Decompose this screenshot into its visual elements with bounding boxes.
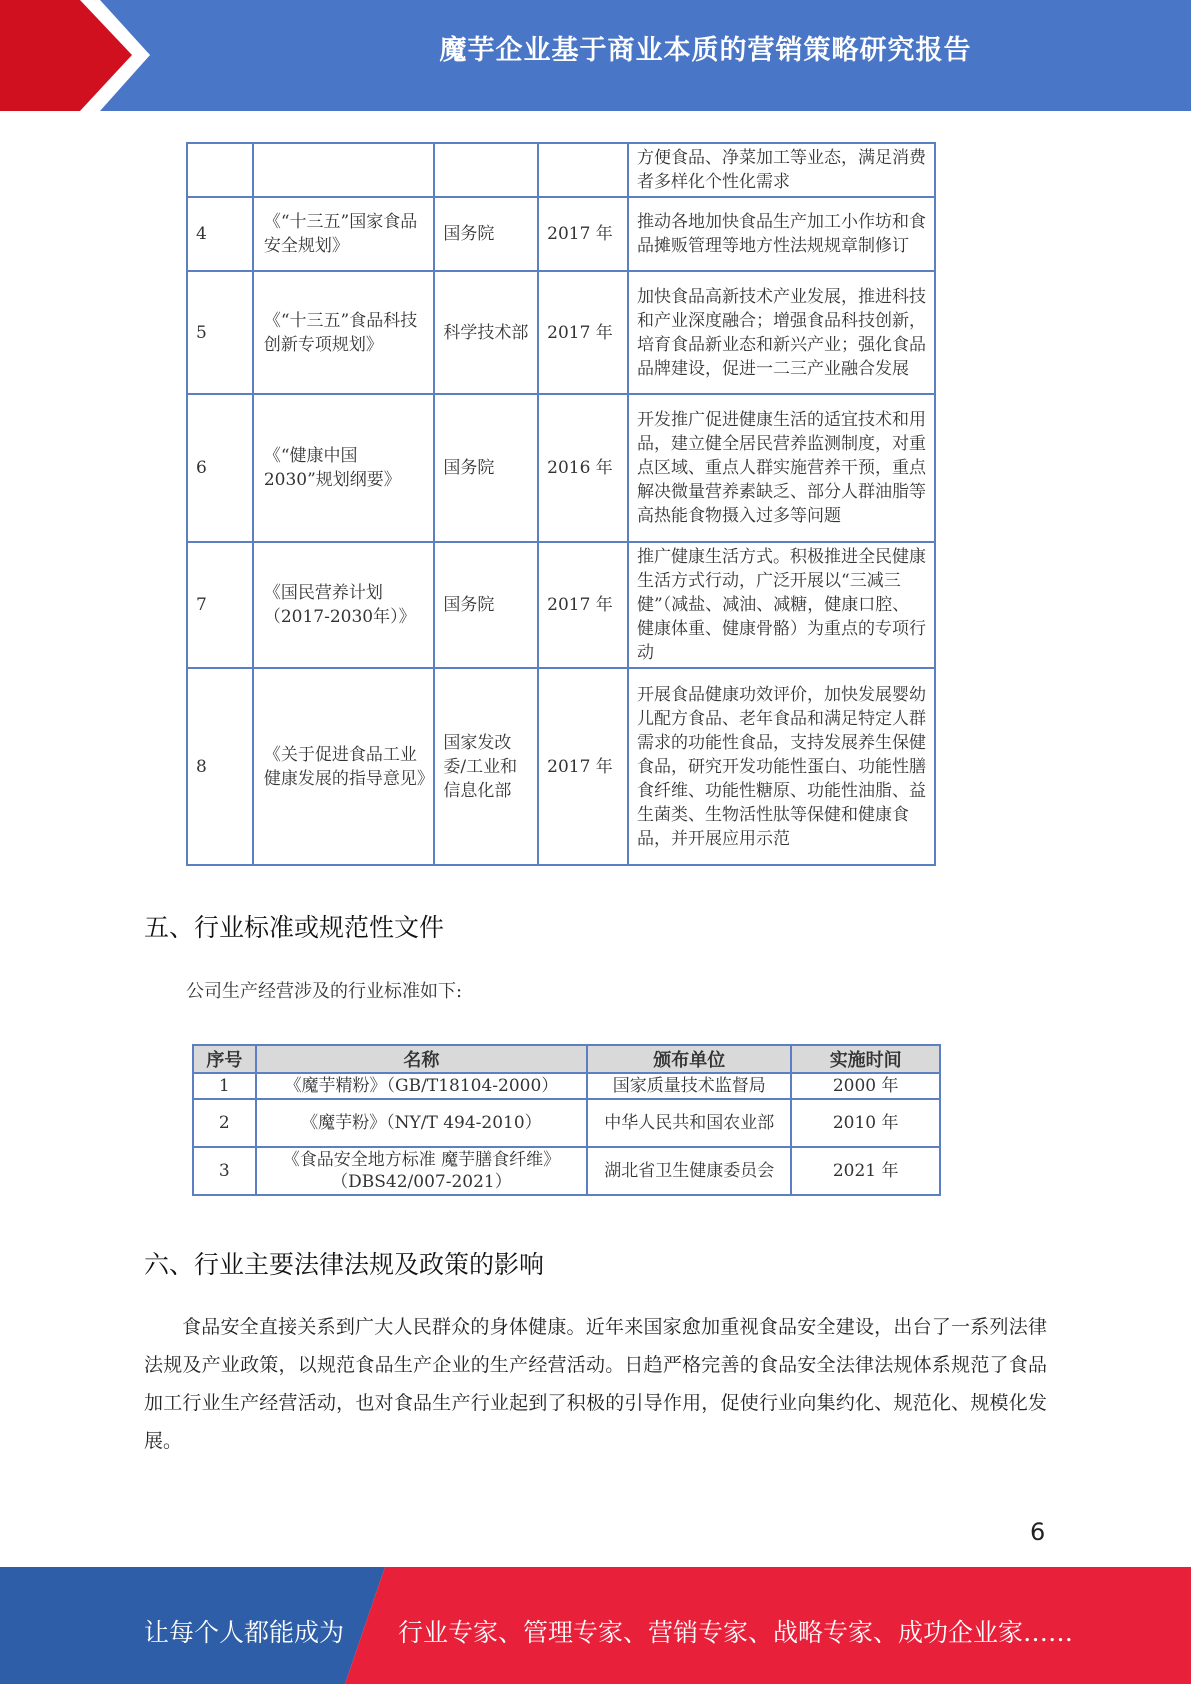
header-no: 序号 <box>193 1045 256 1073</box>
cell-name: 《“健康中国2030”规划纲要》 <box>253 394 435 542</box>
cell-year: 2000 年 <box>791 1073 940 1099</box>
cell-name: 《“十三五”食品科技创新专项规划》 <box>253 271 435 394</box>
cell-year: 2010 年 <box>791 1099 940 1147</box>
policy-table <box>186 142 936 866</box>
cell-name: 《国民营养计划（2017-2030年）》 <box>253 542 435 668</box>
cell-org: 国务院 <box>434 394 538 542</box>
cell-year <box>538 143 628 197</box>
header-year: 实施时间 <box>791 1045 940 1073</box>
cell-desc: 推广健康生活方式。积极推进全民健康生活方式行动，广泛开展以“三减三健”（减盐、减油、减糖，健康口腔、健康体重、健康骨骼）为重点的专项行动 <box>628 542 935 668</box>
cell-desc: 开发推广促进健康生活的适宜技术和用品，建立健全居民营养监测制度，对重点区域、重点人群实施营养干预，重点解决微量营养素缺乏、部分人群油脂等高热能食物摄入过多等问题 <box>628 394 935 542</box>
table-row <box>187 143 935 197</box>
cell-no <box>187 143 253 197</box>
cell-name <box>253 143 435 197</box>
table-header-row <box>193 1045 940 1073</box>
report-title: 魔芋企业基于商业本质的营销策略研究报告 <box>439 35 972 66</box>
cell-no: 8 <box>187 668 253 865</box>
cell-name: 《“十三五”国家食品安全规划》 <box>253 197 435 271</box>
cell-year: 2017 年 <box>538 197 628 271</box>
cell-desc: 开展食品健康功效评价，加快发展婴幼儿配方食品、老年食品和满足特定人群需求的功能性食品，支持发展养生保健食品，研究开发功能性蛋白、功能性膳食纤维、功能性糖原、功能性油脂、益生菌类、生物活性肽等保健和健康食品，并开展应用示范 <box>628 668 935 865</box>
table-row <box>193 1147 940 1195</box>
cell-no: 5 <box>187 271 253 394</box>
cell-name: 《食品安全地方标准 魔芋膳食纤维》（DBS42/007-2021） <box>256 1147 588 1195</box>
cell-org <box>434 143 538 197</box>
cell-no: 6 <box>187 394 253 542</box>
table-row <box>193 1099 940 1147</box>
cell-year: 2017 年 <box>538 668 628 865</box>
section6-paragraph: 食品安全直接关系到广大人民群众的身体健康。近年来国家愈加重视食品安全建设，出台了一系列法律法规及产业政策，以规范食品生产企业的生产经营活动。日趋严格完善的食品安全法律法规体系规范了食品加工行业生产经营活动，也对食品生产行业起到了积极的引导作用，促使行业向集约化、规范化、规模化发展。 <box>144 1316 1047 1452</box>
cell-desc: 方便食品、净菜加工等业态，满足消费者多样化个性化需求 <box>628 143 935 197</box>
table-row <box>187 271 935 394</box>
cell-org: 国家发改委/工业和信息化部 <box>434 668 538 865</box>
footer-slogan-right: 行业专家、管理专家、营销专家、战略专家、成功企业家…… <box>398 1618 1074 1647</box>
table-row <box>187 542 935 668</box>
cell-name: 《魔芋精粉》（GB/T18104-2000） <box>256 1073 588 1099</box>
cell-no: 7 <box>187 542 253 668</box>
table-row <box>187 394 935 542</box>
cell-no: 3 <box>193 1147 256 1195</box>
cell-desc: 加快食品高新技术产业发展，推进科技和产业深度融合；增强食品科技创新，培育食品新业态和新兴产业；强化食品品牌建设，促进一二三产业融合发展 <box>628 271 935 394</box>
cell-year: 2017 年 <box>538 271 628 394</box>
cell-no: 4 <box>187 197 253 271</box>
footer-slogan-left: 让每个人都能成为 <box>144 1618 345 1647</box>
section6-heading: 六、行业主要法律法规及政策的影响 <box>144 1250 545 1279</box>
cell-org: 科学技术部 <box>434 271 538 394</box>
standards-table <box>192 1044 941 1196</box>
cell-org: 中华人民共和国农业部 <box>587 1099 791 1147</box>
cell-org: 国务院 <box>434 197 538 271</box>
cell-name: 《关于促进食品工业健康发展的指导意见》 <box>253 668 435 865</box>
cell-org: 国家质量技术监督局 <box>587 1073 791 1099</box>
cell-no: 2 <box>193 1099 256 1147</box>
header-arrow-graphic <box>0 0 160 111</box>
page-footer <box>0 1567 1191 1684</box>
header-name: 名称 <box>256 1045 588 1073</box>
cell-org: 国务院 <box>434 542 538 668</box>
cell-year: 2016 年 <box>538 394 628 542</box>
table-row <box>193 1073 940 1099</box>
cell-desc: 推动各地加快食品生产加工小作坊和食品摊贩管理等地方性法规规章制修订 <box>628 197 935 271</box>
cell-org: 湖北省卫生健康委员会 <box>587 1147 791 1195</box>
header-org: 颁布单位 <box>587 1045 791 1073</box>
cell-year: 2021 年 <box>791 1147 940 1195</box>
cell-year: 2017 年 <box>538 542 628 668</box>
table-row <box>187 197 935 271</box>
cell-name: 《魔芋粉》（NY/T 494-2010） <box>256 1099 588 1147</box>
table-row <box>187 668 935 865</box>
page-header <box>0 0 1191 111</box>
cell-no: 1 <box>193 1073 256 1099</box>
page-number: 6 <box>1030 1518 1046 1546</box>
section5-heading: 五、行业标准或规范性文件 <box>144 913 445 942</box>
section5-intro: 公司生产经营涉及的行业标准如下: <box>186 981 463 1002</box>
